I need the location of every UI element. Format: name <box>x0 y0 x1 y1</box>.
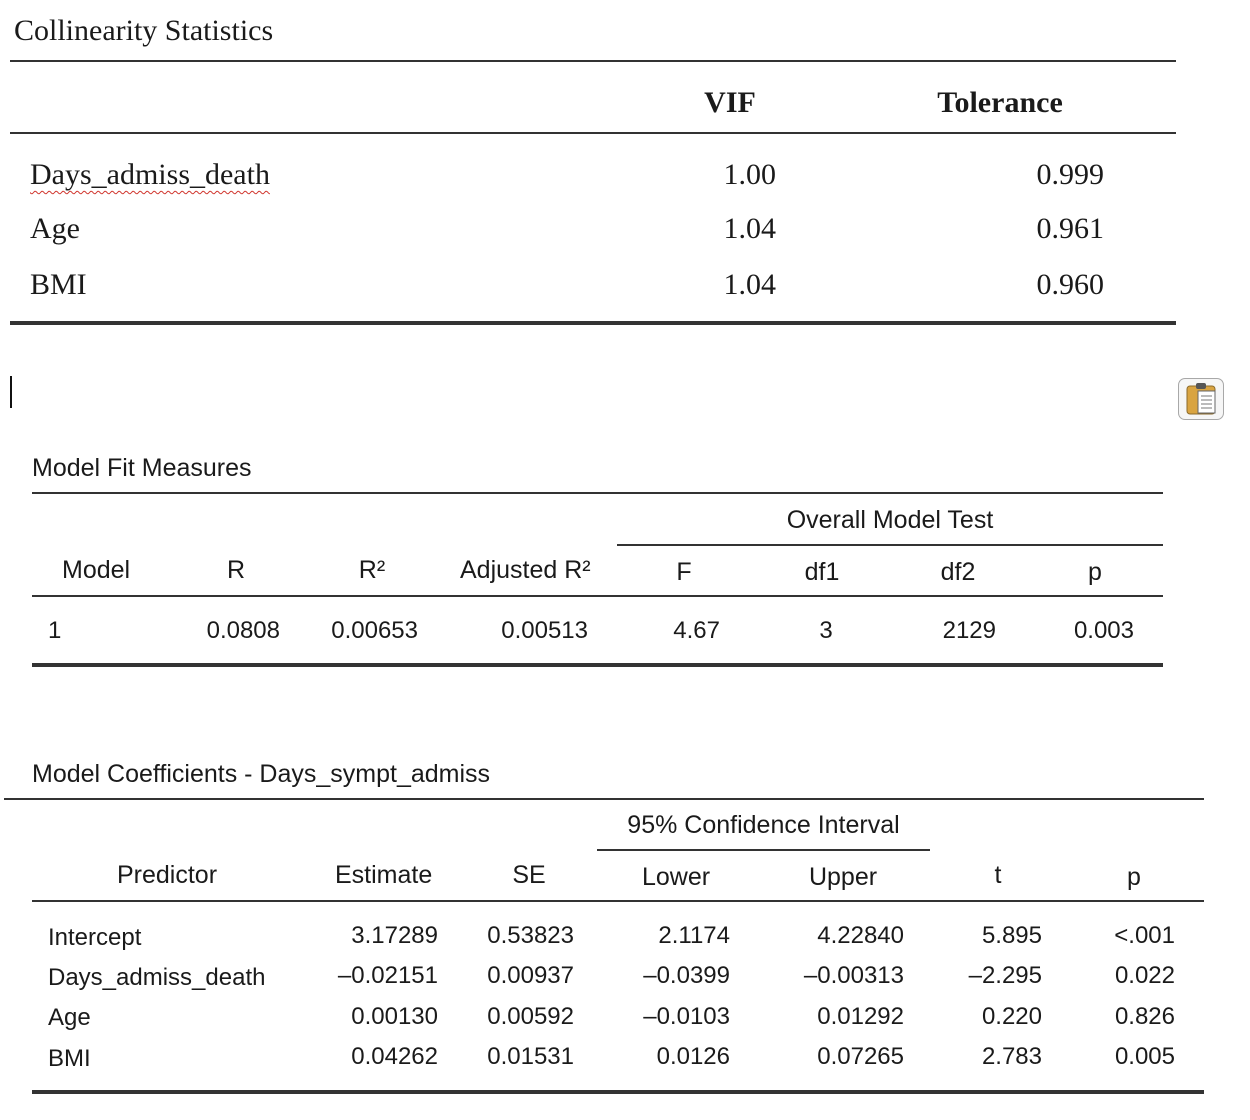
row-label: BMI <box>30 268 87 301</box>
copy-button[interactable] <box>1178 378 1224 420</box>
lower-value: 0.0126 <box>656 1043 730 1070</box>
header-f: F <box>676 558 692 586</box>
lower-value: –0.0399 <box>643 962 730 989</box>
upper-value: –0.00313 <box>803 962 904 989</box>
header-adjusted-r2: Adjusted R² <box>460 556 591 584</box>
upper-value: 4.22840 <box>817 922 904 949</box>
header-tolerance: Tolerance <box>937 86 1063 119</box>
tolerance-value: 0.999 <box>1036 158 1104 191</box>
header-r: R <box>226 556 246 584</box>
df2-value: 2129 <box>942 617 996 644</box>
header-upper: Upper <box>808 863 878 891</box>
group-header-overall-model-test: Overall Model Test <box>786 506 994 534</box>
group-header-rule <box>617 544 1163 546</box>
table-bottom-rule <box>32 1090 1204 1094</box>
t-value: 0.220 <box>981 1003 1042 1030</box>
tolerance-value: 0.961 <box>1036 212 1104 245</box>
header-rule <box>32 900 1204 902</box>
estimate-value: 0.00130 <box>351 1003 438 1030</box>
header-df2: df2 <box>940 558 976 586</box>
header-r2: R² <box>358 556 386 584</box>
p-value: 0.022 <box>1114 962 1175 989</box>
group-header-confidence-interval: 95% Confidence Interval <box>627 811 900 839</box>
table-row <box>30 158 270 192</box>
text-cursor[interactable] <box>10 376 12 408</box>
table-top-rule <box>4 798 1204 800</box>
header-p: p <box>1088 558 1102 586</box>
table-bottom-rule <box>10 321 1176 325</box>
row-label: Days_admiss_death <box>30 158 270 191</box>
vif-value: 1.04 <box>723 212 776 245</box>
header-rule <box>10 132 1176 134</box>
estimate-value: –0.02151 <box>337 962 438 989</box>
table-top-rule <box>32 492 1163 494</box>
lower-value: 2.1174 <box>658 922 730 949</box>
header-df1: df1 <box>804 558 840 586</box>
clipboard-icon <box>1179 379 1223 419</box>
group-header-rule <box>597 849 930 851</box>
tolerance-value: 0.960 <box>1036 268 1104 301</box>
header-rule <box>32 595 1163 597</box>
header-p: p <box>1127 863 1141 891</box>
estimate-value: 3.17289 <box>351 922 438 949</box>
df1-value: 3 <box>819 617 833 644</box>
t-value: –2.295 <box>968 962 1042 989</box>
p-value: 0.005 <box>1114 1043 1175 1070</box>
se-value: 0.53823 <box>487 922 574 949</box>
coefficients-title: Model Coefficients - Days_sympt_admiss <box>32 760 491 788</box>
lower-value: –0.0103 <box>643 1003 730 1030</box>
table-top-rule <box>10 60 1176 62</box>
row-label: Age <box>30 212 80 245</box>
header-vif: VIF <box>704 86 756 119</box>
t-value: 5.895 <box>981 922 1042 949</box>
header-lower: Lower <box>641 863 711 891</box>
collinearity-title: Collinearity Statistics <box>14 14 274 47</box>
model-value: 1 <box>48 617 62 644</box>
header-model: Model <box>62 556 131 584</box>
p-value: 0.003 <box>1073 617 1134 644</box>
predictor-label: Age <box>48 1004 91 1031</box>
table-bottom-rule <box>32 663 1163 667</box>
vif-value: 1.00 <box>723 158 776 191</box>
p-value: 0.826 <box>1114 1003 1175 1030</box>
estimate-value: 0.04262 <box>351 1043 438 1070</box>
se-value: 0.01531 <box>487 1043 574 1070</box>
predictor-label: Intercept <box>48 924 142 951</box>
se-value: 0.00592 <box>487 1003 574 1030</box>
se-value: 0.00937 <box>487 962 574 989</box>
header-se: SE <box>512 861 546 889</box>
upper-value: 0.01292 <box>817 1003 904 1030</box>
r-value: 0.0808 <box>206 617 280 644</box>
predictor-label: Days_admiss_death <box>48 964 266 991</box>
upper-value: 0.07265 <box>817 1043 904 1070</box>
r2-value: 0.00653 <box>331 617 418 644</box>
t-value: 2.783 <box>981 1043 1042 1070</box>
p-value: <.001 <box>1114 922 1175 949</box>
predictor-label: BMI <box>48 1045 91 1072</box>
header-t: t <box>994 861 1002 889</box>
f-value: 4.67 <box>673 617 720 644</box>
vif-value: 1.04 <box>723 268 776 301</box>
header-predictor: Predictor <box>117 861 218 889</box>
adjusted-r2-value: 0.00513 <box>501 617 588 644</box>
model-fit-title: Model Fit Measures <box>32 454 252 482</box>
header-estimate: Estimate <box>335 861 433 889</box>
